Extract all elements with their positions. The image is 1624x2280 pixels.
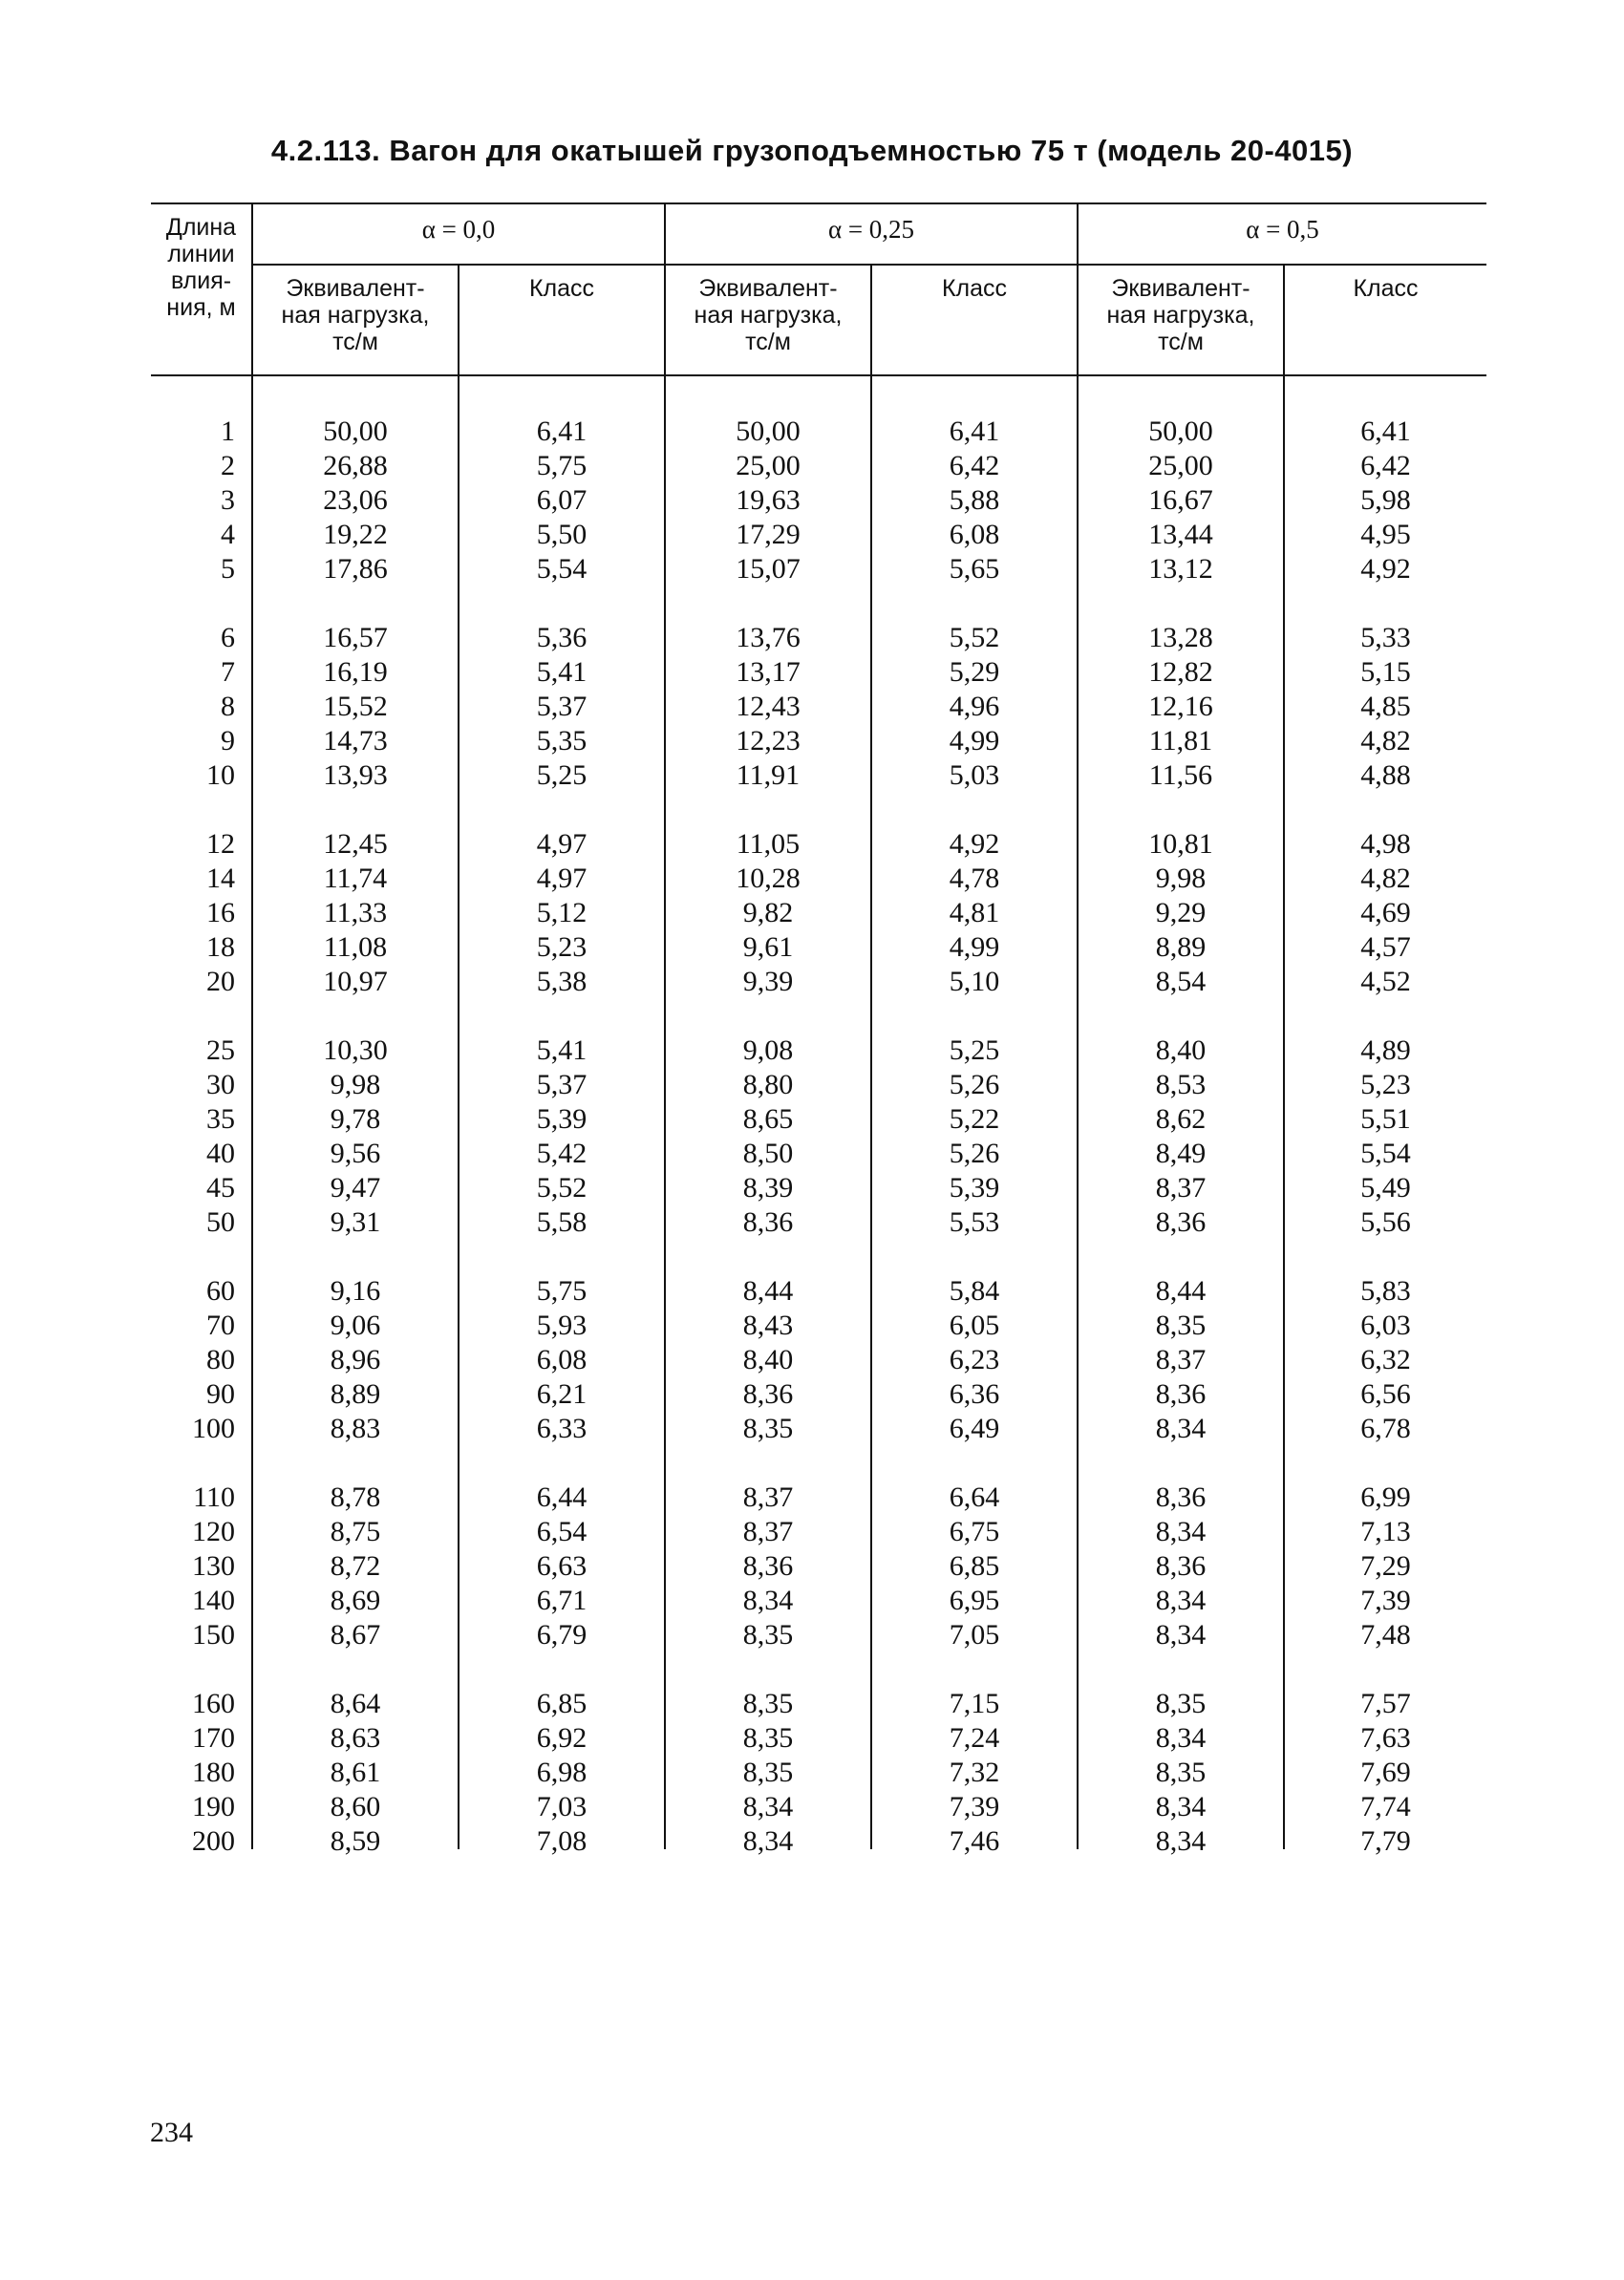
load-cell: 13,12 xyxy=(1148,553,1213,585)
load-cell: 8,69 xyxy=(330,1585,381,1616)
load-cell: 10,28 xyxy=(736,863,801,894)
table-top-rule xyxy=(151,202,1486,204)
class-cell: 5,54 xyxy=(1360,1138,1411,1169)
load-cell: 12,45 xyxy=(323,828,388,860)
load-cell: 8,35 xyxy=(1155,1310,1207,1341)
class-cell: 5,39 xyxy=(536,1103,588,1135)
load-cell: 8,53 xyxy=(1155,1069,1207,1100)
page-title: 4.2.113. Вагон для окатышей грузоподъемностью 75 т (модель 20-4015) xyxy=(270,134,1354,167)
class-cell: 5,98 xyxy=(1360,484,1411,516)
length-cell: 70 xyxy=(206,1310,235,1341)
load-cell: 12,82 xyxy=(1148,656,1213,688)
class-cell: 4,81 xyxy=(949,897,1000,928)
class-column-header: Класс xyxy=(941,275,1008,302)
class-cell: 7,63 xyxy=(1360,1722,1411,1754)
length-cell: 14 xyxy=(206,863,235,894)
load-cell: 8,67 xyxy=(330,1619,381,1651)
class-cell: 7,13 xyxy=(1360,1516,1411,1547)
load-cell: 13,44 xyxy=(1148,519,1213,550)
length-cell: 5 xyxy=(221,553,235,585)
load-cell: 8,35 xyxy=(1155,1688,1207,1719)
load-cell: 11,81 xyxy=(1148,725,1213,756)
load-cell: 8,44 xyxy=(742,1275,794,1307)
load-cell: 8,78 xyxy=(330,1481,381,1513)
class-cell: 5,25 xyxy=(949,1034,1000,1066)
class-cell: 5,65 xyxy=(949,553,1000,585)
load-cell: 8,34 xyxy=(1155,1722,1207,1754)
load-cell: 8,37 xyxy=(1155,1344,1207,1375)
load-cell: 8,50 xyxy=(742,1138,794,1169)
load-cell: 13,76 xyxy=(736,622,801,653)
load-column-header: Эквивалент- ная нагрузка, тс/м xyxy=(281,275,430,355)
load-cell: 9,47 xyxy=(330,1172,381,1204)
load-cell: 8,34 xyxy=(742,1791,794,1822)
length-cell: 110 xyxy=(193,1481,235,1513)
class-cell: 6,71 xyxy=(536,1585,588,1616)
class-cell: 5,41 xyxy=(536,656,588,688)
class-cell: 7,08 xyxy=(536,1825,588,1857)
length-cell: 45 xyxy=(206,1172,235,1204)
class-cell: 6,41 xyxy=(949,416,1000,447)
class-cell: 5,26 xyxy=(949,1138,1000,1169)
class-cell: 7,15 xyxy=(949,1688,1000,1719)
class-cell: 6,23 xyxy=(949,1344,1000,1375)
load-cell: 17,29 xyxy=(736,519,801,550)
class-cell: 6,54 xyxy=(536,1516,588,1547)
class-cell: 4,99 xyxy=(949,931,1000,963)
class-cell: 5,25 xyxy=(536,759,588,791)
class-cell: 7,24 xyxy=(949,1722,1000,1754)
length-cell: 50 xyxy=(206,1206,235,1238)
length-cell: 180 xyxy=(192,1757,235,1788)
class-cell: 7,39 xyxy=(1360,1585,1411,1616)
class-cell: 5,37 xyxy=(536,691,588,722)
load-cell: 8,72 xyxy=(330,1550,381,1582)
load-cell: 9,61 xyxy=(742,931,794,963)
load-cell: 26,88 xyxy=(323,450,388,481)
load-cell: 10,30 xyxy=(323,1034,388,1066)
class-cell: 4,97 xyxy=(536,828,588,860)
class-cell: 7,32 xyxy=(949,1757,1000,1788)
length-cell: 9 xyxy=(221,725,235,756)
load-cell: 8,75 xyxy=(330,1516,381,1547)
class-cell: 6,32 xyxy=(1360,1344,1411,1375)
class-cell: 5,26 xyxy=(949,1069,1000,1100)
class-cell: 5,54 xyxy=(536,553,588,585)
load-cell: 16,57 xyxy=(323,622,388,653)
class-cell: 7,03 xyxy=(536,1791,588,1822)
class-cell: 4,88 xyxy=(1360,759,1411,791)
load-cell: 8,49 xyxy=(1155,1138,1207,1169)
load-cell: 11,56 xyxy=(1148,759,1213,791)
class-cell: 4,85 xyxy=(1360,691,1411,722)
class-cell: 6,56 xyxy=(1360,1378,1411,1410)
class-cell: 4,98 xyxy=(1360,828,1411,860)
class-cell: 7,29 xyxy=(1360,1550,1411,1582)
class-cell: 5,12 xyxy=(536,897,588,928)
load-cell: 8,54 xyxy=(1155,966,1207,997)
class-column-header: Класс xyxy=(528,275,595,302)
load-cell: 8,35 xyxy=(742,1413,794,1444)
load-cell: 16,67 xyxy=(1148,484,1213,516)
class-cell: 6,41 xyxy=(536,416,588,447)
length-cell: 16 xyxy=(206,897,235,928)
load-cell: 9,31 xyxy=(330,1206,381,1238)
load-cell: 9,98 xyxy=(330,1069,381,1100)
class-column-header: Класс xyxy=(1353,275,1419,302)
load-column-header: Эквивалент- ная нагрузка, тс/м xyxy=(694,275,843,355)
class-cell: 5,42 xyxy=(536,1138,588,1169)
load-cell: 9,78 xyxy=(330,1103,381,1135)
load-cell: 15,07 xyxy=(736,553,801,585)
load-cell: 50,00 xyxy=(323,416,388,447)
class-cell: 6,98 xyxy=(536,1757,588,1788)
load-cell: 8,64 xyxy=(330,1688,381,1719)
class-cell: 6,36 xyxy=(949,1378,1000,1410)
length-cell: 190 xyxy=(192,1791,235,1822)
class-cell: 5,03 xyxy=(949,759,1000,791)
load-cell: 8,35 xyxy=(742,1722,794,1754)
load-cell: 8,61 xyxy=(330,1757,381,1788)
class-cell: 4,69 xyxy=(1360,897,1411,928)
load-cell: 9,82 xyxy=(742,897,794,928)
class-cell: 7,39 xyxy=(949,1791,1000,1822)
class-cell: 6,85 xyxy=(536,1688,588,1719)
load-cell: 9,98 xyxy=(1155,863,1207,894)
load-cell: 9,56 xyxy=(330,1138,381,1169)
class-cell: 6,05 xyxy=(949,1310,1000,1341)
class-cell: 5,75 xyxy=(536,1275,588,1307)
class-cell: 6,64 xyxy=(949,1481,1000,1513)
load-cell: 11,91 xyxy=(736,759,801,791)
class-cell: 7,79 xyxy=(1360,1825,1411,1857)
load-cell: 9,16 xyxy=(330,1275,381,1307)
length-cell: 120 xyxy=(192,1516,235,1547)
load-cell: 50,00 xyxy=(736,416,801,447)
page-number: 234 xyxy=(150,2117,193,2148)
length-cell: 80 xyxy=(206,1344,235,1375)
class-cell: 6,99 xyxy=(1360,1481,1411,1513)
length-cell: 2 xyxy=(221,450,235,481)
load-cell: 10,81 xyxy=(1148,828,1213,860)
load-cell: 13,28 xyxy=(1148,622,1213,653)
class-cell: 5,88 xyxy=(949,484,1000,516)
load-cell: 8,36 xyxy=(742,1550,794,1582)
class-cell: 6,03 xyxy=(1360,1310,1411,1341)
load-cell: 11,33 xyxy=(323,897,388,928)
class-cell: 5,35 xyxy=(536,725,588,756)
length-cell: 18 xyxy=(206,931,235,963)
load-cell: 16,19 xyxy=(323,656,388,688)
length-cell: 7 xyxy=(221,656,235,688)
load-cell: 8,36 xyxy=(1155,1481,1207,1513)
load-cell: 8,65 xyxy=(742,1103,794,1135)
class-cell: 5,83 xyxy=(1360,1275,1411,1307)
class-cell: 4,92 xyxy=(949,828,1000,860)
load-cell: 8,34 xyxy=(1155,1413,1207,1444)
load-cell: 12,23 xyxy=(736,725,801,756)
load-cell: 8,59 xyxy=(330,1825,381,1857)
load-cell: 8,89 xyxy=(1155,931,1207,963)
class-cell: 5,53 xyxy=(949,1206,1000,1238)
class-cell: 6,41 xyxy=(1360,416,1411,447)
class-cell: 6,95 xyxy=(949,1585,1000,1616)
length-cell: 8 xyxy=(221,691,235,722)
load-cell: 9,39 xyxy=(742,966,794,997)
load-cell: 8,34 xyxy=(1155,1791,1207,1822)
length-column-header: Длина линии влия- ния, м xyxy=(165,214,237,321)
class-cell: 5,37 xyxy=(536,1069,588,1100)
length-cell: 170 xyxy=(192,1722,235,1754)
load-cell: 8,37 xyxy=(742,1481,794,1513)
length-cell: 10 xyxy=(206,759,235,791)
class-cell: 7,74 xyxy=(1360,1791,1411,1822)
load-cell: 8,35 xyxy=(742,1619,794,1651)
length-cell: 12 xyxy=(206,828,235,860)
class-cell: 6,07 xyxy=(536,484,588,516)
class-cell: 5,93 xyxy=(536,1310,588,1341)
load-cell: 8,35 xyxy=(742,1688,794,1719)
length-cell: 200 xyxy=(192,1825,235,1857)
length-cell: 100 xyxy=(192,1413,235,1444)
class-cell: 5,22 xyxy=(949,1103,1000,1135)
class-cell: 5,50 xyxy=(536,519,588,550)
length-cell: 160 xyxy=(192,1688,235,1719)
class-cell: 4,89 xyxy=(1360,1034,1411,1066)
length-cell: 20 xyxy=(206,966,235,997)
load-cell: 8,62 xyxy=(1155,1103,1207,1135)
class-cell: 7,48 xyxy=(1360,1619,1411,1651)
length-cell: 140 xyxy=(192,1585,235,1616)
load-cell: 8,34 xyxy=(742,1825,794,1857)
class-cell: 6,78 xyxy=(1360,1413,1411,1444)
class-cell: 4,57 xyxy=(1360,931,1411,963)
header-bottom-rule xyxy=(151,374,1486,376)
class-cell: 5,58 xyxy=(536,1206,588,1238)
class-cell: 4,92 xyxy=(1360,553,1411,585)
load-cell: 8,80 xyxy=(742,1069,794,1100)
load-cell: 14,73 xyxy=(323,725,388,756)
class-cell: 5,33 xyxy=(1360,622,1411,653)
load-cell: 9,08 xyxy=(742,1034,794,1066)
class-cell: 6,42 xyxy=(949,450,1000,481)
class-cell: 4,82 xyxy=(1360,725,1411,756)
class-cell: 5,23 xyxy=(536,931,588,963)
class-cell: 6,75 xyxy=(949,1516,1000,1547)
class-cell: 4,96 xyxy=(949,691,1000,722)
load-cell: 11,74 xyxy=(323,863,388,894)
load-cell: 23,06 xyxy=(323,484,388,516)
load-cell: 8,34 xyxy=(1155,1516,1207,1547)
load-cell: 12,16 xyxy=(1148,691,1213,722)
class-cell: 6,63 xyxy=(536,1550,588,1582)
length-cell: 35 xyxy=(206,1103,235,1135)
class-cell: 6,44 xyxy=(536,1481,588,1513)
class-cell: 6,21 xyxy=(536,1378,588,1410)
alpha-group-header: α = 0,0 xyxy=(421,215,496,244)
class-cell: 4,78 xyxy=(949,863,1000,894)
class-cell: 6,79 xyxy=(536,1619,588,1651)
length-cell: 130 xyxy=(192,1550,235,1582)
class-cell: 5,56 xyxy=(1360,1206,1411,1238)
class-cell: 5,23 xyxy=(1360,1069,1411,1100)
load-cell: 8,35 xyxy=(742,1757,794,1788)
load-cell: 25,00 xyxy=(736,450,801,481)
class-cell: 7,57 xyxy=(1360,1688,1411,1719)
load-cell: 9,29 xyxy=(1155,897,1207,928)
load-cell: 50,00 xyxy=(1148,416,1213,447)
alpha-group-header: α = 0,25 xyxy=(827,215,915,244)
class-cell: 5,41 xyxy=(536,1034,588,1066)
class-cell: 5,49 xyxy=(1360,1172,1411,1204)
class-cell: 5,38 xyxy=(536,966,588,997)
load-cell: 12,43 xyxy=(736,691,801,722)
class-cell: 6,08 xyxy=(949,519,1000,550)
load-cell: 8,34 xyxy=(1155,1825,1207,1857)
class-cell: 5,15 xyxy=(1360,656,1411,688)
load-cell: 8,39 xyxy=(742,1172,794,1204)
load-cell: 8,34 xyxy=(1155,1619,1207,1651)
load-cell: 8,63 xyxy=(330,1722,381,1754)
load-cell: 8,96 xyxy=(330,1344,381,1375)
class-cell: 5,52 xyxy=(536,1172,588,1204)
load-cell: 8,37 xyxy=(1155,1172,1207,1204)
class-cell: 6,92 xyxy=(536,1722,588,1754)
length-cell: 30 xyxy=(206,1069,235,1100)
length-cell: 150 xyxy=(192,1619,235,1651)
load-cell: 13,93 xyxy=(323,759,388,791)
load-cell: 9,06 xyxy=(330,1310,381,1341)
class-cell: 5,10 xyxy=(949,966,1000,997)
class-cell: 5,29 xyxy=(949,656,1000,688)
length-cell: 90 xyxy=(206,1378,235,1410)
class-cell: 4,97 xyxy=(536,863,588,894)
load-cell: 8,44 xyxy=(1155,1275,1207,1307)
class-cell: 4,52 xyxy=(1360,966,1411,997)
class-cell: 7,46 xyxy=(949,1825,1000,1857)
load-cell: 25,00 xyxy=(1148,450,1213,481)
load-cell: 11,08 xyxy=(323,931,388,963)
load-cell: 8,43 xyxy=(742,1310,794,1341)
class-cell: 6,49 xyxy=(949,1413,1000,1444)
load-cell: 8,37 xyxy=(742,1516,794,1547)
class-cell: 4,99 xyxy=(949,725,1000,756)
class-cell: 6,42 xyxy=(1360,450,1411,481)
load-cell: 19,22 xyxy=(323,519,388,550)
class-cell: 5,36 xyxy=(536,622,588,653)
load-cell: 8,40 xyxy=(1155,1034,1207,1066)
load-cell: 8,34 xyxy=(1155,1585,1207,1616)
load-cell: 8,60 xyxy=(330,1791,381,1822)
length-cell: 60 xyxy=(206,1275,235,1307)
length-cell: 4 xyxy=(221,519,235,550)
alpha-header-rule xyxy=(251,264,1486,266)
class-cell: 6,08 xyxy=(536,1344,588,1375)
load-cell: 19,63 xyxy=(736,484,801,516)
load-cell: 8,36 xyxy=(1155,1206,1207,1238)
class-cell: 5,75 xyxy=(536,450,588,481)
load-cell: 17,86 xyxy=(323,553,388,585)
class-cell: 4,82 xyxy=(1360,863,1411,894)
load-column-header: Эквивалент- ная нагрузка, тс/м xyxy=(1106,275,1255,355)
length-cell: 40 xyxy=(206,1138,235,1169)
load-cell: 8,83 xyxy=(330,1413,381,1444)
load-cell: 8,36 xyxy=(1155,1378,1207,1410)
load-cell: 8,40 xyxy=(742,1344,794,1375)
class-cell: 6,85 xyxy=(949,1550,1000,1582)
load-cell: 8,36 xyxy=(742,1206,794,1238)
load-cell: 8,36 xyxy=(1155,1550,1207,1582)
load-cell: 8,35 xyxy=(1155,1757,1207,1788)
length-cell: 6 xyxy=(221,622,235,653)
load-cell: 11,05 xyxy=(736,828,801,860)
class-cell: 6,33 xyxy=(536,1413,588,1444)
load-cell: 8,34 xyxy=(742,1585,794,1616)
length-cell: 3 xyxy=(221,484,235,516)
length-cell: 25 xyxy=(206,1034,235,1066)
length-cell: 1 xyxy=(221,416,235,447)
class-cell: 5,51 xyxy=(1360,1103,1411,1135)
class-cell: 7,05 xyxy=(949,1619,1000,1651)
load-cell: 15,52 xyxy=(323,691,388,722)
load-cell: 8,89 xyxy=(330,1378,381,1410)
class-cell: 7,69 xyxy=(1360,1757,1411,1788)
class-cell: 4,95 xyxy=(1360,519,1411,550)
load-cell: 13,17 xyxy=(736,656,801,688)
class-cell: 5,84 xyxy=(949,1275,1000,1307)
load-cell: 8,36 xyxy=(742,1378,794,1410)
class-cell: 5,52 xyxy=(949,622,1000,653)
load-cell: 10,97 xyxy=(323,966,388,997)
alpha-group-header: α = 0,5 xyxy=(1246,215,1319,244)
class-cell: 5,39 xyxy=(949,1172,1000,1204)
